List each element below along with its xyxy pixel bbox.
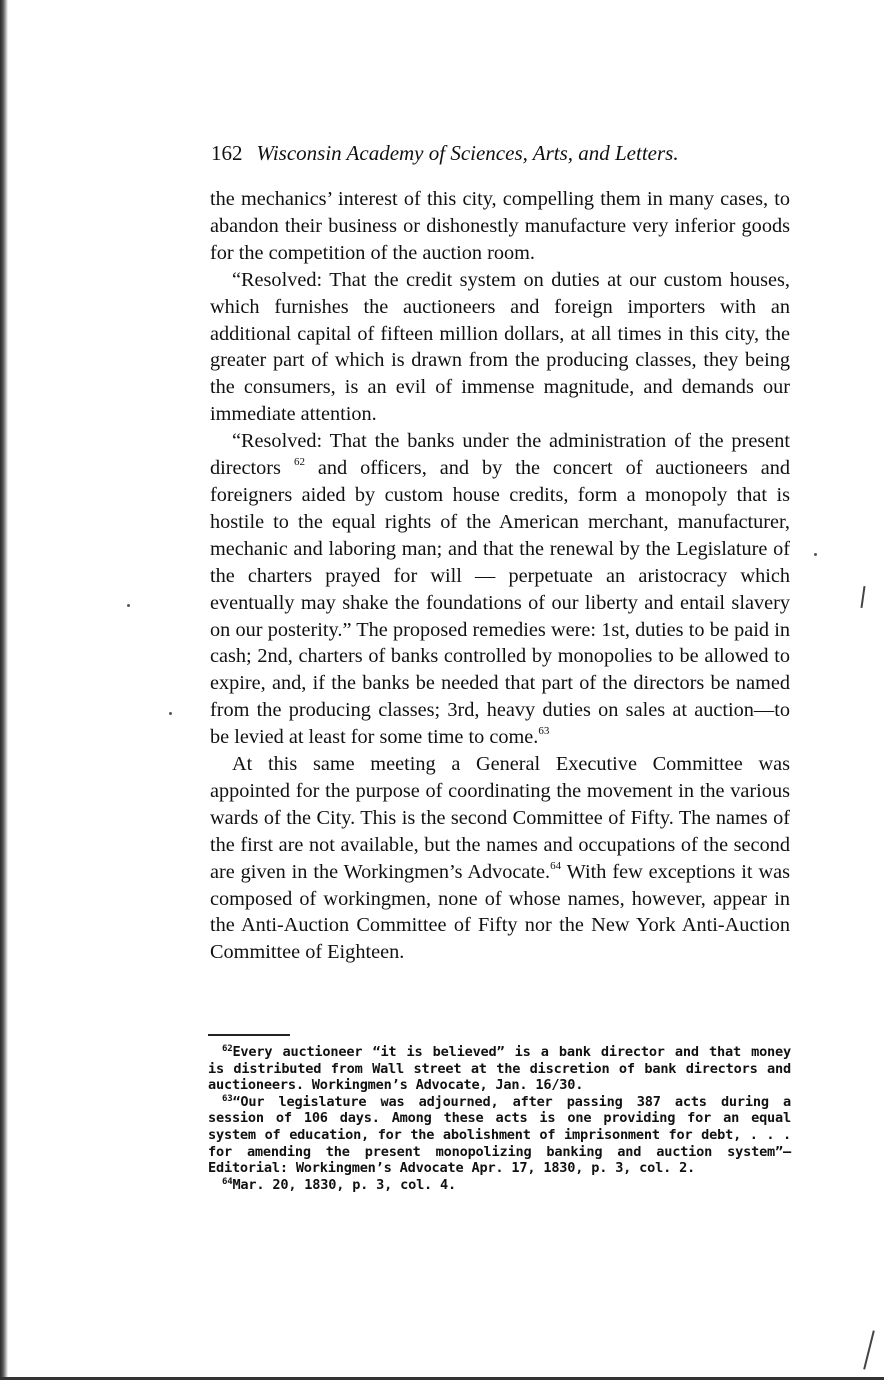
paragraph-3-text-b: and officers, and by the concert of auctioneers and foreigners aided by custom house credits, form a monopoly that is hostile to the equal rights of the American merchant, manufacturer, mechanic and laboring man; and that the renewal by the Legislature of the charters prayed for will — perpetuate an aristocracy which eventually may shake the foundations of our liberty and entail slavery on our posterity.” The proposed remedies were: 1st, duties to be paid in cash; 2nd, charters of banks controlled by monopolies to be allowed to expire, and, if the banks be needed that part of the directors be named from the producing classes; 3rd, heavy duties on sales at auction—to be levied at least for some time to come. bbox=[210, 457, 791, 749]
margin-pencil-mark bbox=[860, 586, 865, 608]
scan-speck bbox=[169, 712, 172, 715]
paragraph-4 bbox=[210, 751, 790, 966]
footnote-64 bbox=[208, 1177, 791, 1194]
paragraph-4-text-a: At this same meeting a General Executive Committee was appointed for the purpose of coordinating the movement in the various wards of the City. This is the second Committee of Fifty. The names of the first are not available, but the names and occupations of the second are given in the Workingmen’s Advocate. bbox=[210, 753, 790, 883]
footnote-ref-63: 63 bbox=[538, 725, 550, 738]
footnote-62 bbox=[208, 1044, 791, 1094]
page-left-edge-shadow bbox=[0, 0, 8, 1380]
footnote-separator bbox=[208, 1034, 290, 1036]
footnote-number: 62 bbox=[222, 1044, 233, 1054]
page-number: 162 bbox=[211, 141, 243, 165]
paragraph-3-resolution bbox=[210, 428, 790, 751]
footnote-ref-62: 62 bbox=[293, 456, 305, 469]
running-header bbox=[211, 138, 791, 168]
footnote-ref-64: 64 bbox=[550, 859, 562, 872]
footnote-number: 64 bbox=[222, 1176, 233, 1187]
footnote-text: Every auctioneer “it is believed” is a bank director and that money is distributed from Wall street at the discretion of bank directors and auctioneers. Workingmen’s Advocate, Jan. 16/30. bbox=[208, 1044, 791, 1094]
paragraph-3-text-a: “Resolved: That the banks under the administration of the present directors bbox=[210, 430, 790, 480]
footnote-text: Mar. 20, 1830, p. 3, col. 4. bbox=[232, 1176, 456, 1193]
main-text bbox=[210, 186, 790, 966]
footnote-text: “Our legislature was adjourned, after passing 387 acts during a session of 106 days. Among these acts is one providing for an equal system of education, for the abolishment of imprisonment for debt, . . . for amending the present monopolizing banking and auction system”—Editorial: Workingmen’s Advocate Apr. 17, 1830, p. 3, col. 2. bbox=[208, 1093, 791, 1177]
scan-speck bbox=[127, 604, 130, 607]
footnotes bbox=[208, 1044, 791, 1193]
paragraph-2-resolution: “Resolved: That the credit system on duties at our custom houses, which furnishes the auctioneers and foreign importers with an additional capital of fifteen million dollars, at all times in this city, the greater part of which is drawn from the producing classes, they being the consumers, is an evil of immense magnitude, and demands our immediate attention. bbox=[210, 268, 790, 426]
running-title: Wisconsin Academy of Sciences, Arts, and Letters. bbox=[256, 141, 679, 165]
footnote-number: 63 bbox=[222, 1093, 233, 1104]
scan-speck bbox=[814, 553, 817, 556]
margin-corner-mark bbox=[863, 1330, 875, 1369]
paragraph-1: the mechanics’ interest of this city, compelling them in many cases, to abandon their business or dishonestly manufacture very inferior goods for the competition of the auction room. bbox=[210, 188, 790, 264]
paragraph-4-text-b: With few exceptions it was composed of workingmen, none of whose names, however, appear in the Anti-Auction Committee of Fifty nor the New York Anti-Auction Committee of Eighteen. bbox=[210, 860, 790, 964]
footnote-63 bbox=[208, 1094, 791, 1177]
